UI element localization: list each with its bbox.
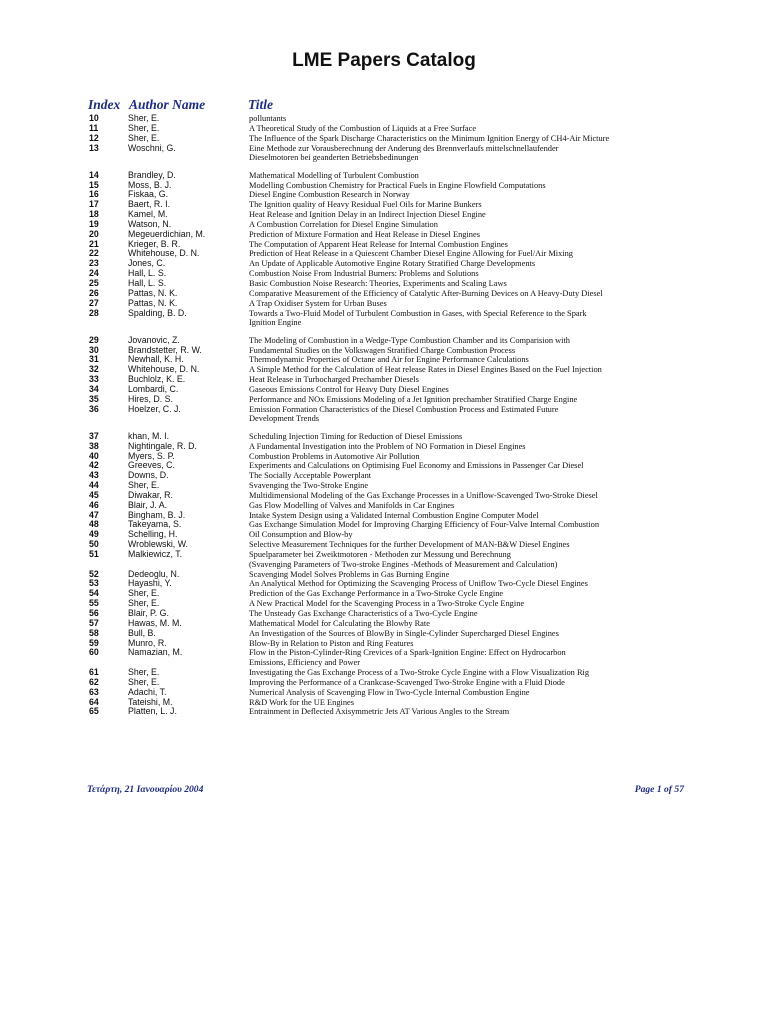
row-author: Jovanovic, Z. [128,334,180,345]
row-author: Sher, E. [128,676,160,687]
table-row [0,629,768,639]
row-title: Improving the Performance of a Crankcase-Scavenged Two-Stroke Engine with a Fluid Diode [249,677,565,687]
row-author: Hall, L. S. [128,268,167,279]
row-index: 43 [89,470,99,481]
page-title: LME Papers Catalog [292,50,476,71]
row-index: 64 [89,696,99,707]
row-author: Hayashi, Y. [128,578,172,589]
row-author: Schelling, H. [128,529,178,540]
table-row [0,210,768,220]
row-index: 44 [89,480,99,491]
table-row [0,619,768,629]
row-index: 63 [89,686,99,697]
row-title: A Fundamental Investigation into the Problem of NO Formation in Diesel Engines [249,441,526,451]
row-index: 19 [89,218,99,229]
row-title: Mathematical Model for Calculating the Blowby Rate [249,618,430,628]
row-index: 27 [89,297,99,308]
row-title: A Combustion Correlation for Diesel Engine Simulation [249,219,438,229]
row-author: Tateishi, M. [128,696,173,707]
table-row [0,269,768,279]
row-index: 25 [89,278,99,288]
table-row [0,365,768,375]
table-row [0,491,768,501]
row-title: Gas Exchange Simulation Model for Improving Charging Efficiency of Four-Valve Internal Combustion [249,520,600,530]
row-author: Sher, E. [128,667,160,678]
row-index: 23 [89,258,99,269]
row-index: 14 [89,169,99,180]
row-author: Diwakar, R. [128,489,173,500]
row-author: Moss, B. J. [128,179,172,190]
row-title: Comparative Measurement of the Efficiency of Catalytic After-Burning Devices on A Heavy-Duty Diesel [249,288,603,298]
row-title: Scavenging Model Solves Problems in Gas Burning Engine [249,569,450,579]
table-row [0,570,768,580]
table-row [0,249,768,259]
row-index: 50 [89,539,99,550]
row-index: 11 [89,122,99,133]
row-title: An Update of Applicable Automotive Engine Rotary Stratified Charge Developments [249,259,536,269]
row-author: Lombardi, C. [128,383,179,394]
row-title: A Trap Oxidiser System for Urban Buses [249,298,387,308]
row-index: 40 [89,450,99,461]
row-title: Experiments and Calculations on Optimising Fuel Economy and Emissions in Passenger Car Diesel [249,461,584,471]
row-title: The Unsteady Gas Exchange Characteristics of a Two-Cycle Engine [249,609,478,618]
row-index: 46 [89,499,99,510]
table-row [0,171,768,181]
row-author: Woschni, G. [128,142,176,153]
row-index: 33 [89,374,99,385]
row-author: Adachi, T. [128,686,167,697]
table-row [0,481,768,491]
table-row [0,688,768,698]
row-title: Combustion Noise From Industrial Burners: Problems and Solutions [249,269,479,279]
row-index: 47 [89,509,99,520]
table-row [0,698,768,708]
row-title: Eine Methode zur Vorausberechnung der Anderung des Brennverlaufs mittelschnellaufender Dieselmotoren bei geanderten Betriebsbedinungen [249,143,559,163]
row-author: Watson, N. [128,218,172,229]
table-row [0,240,768,250]
row-author: Sher, E. [128,132,160,143]
table-row [0,707,768,717]
row-index: 45 [89,489,99,500]
table-row [0,511,768,521]
row-title: Heat Release in Turbocharged Prechamber Diesels [249,375,419,385]
row-author: Pattas, N. K. [128,297,178,308]
row-index: 26 [89,287,99,298]
row-author: Munro, R. [128,637,167,648]
row-title: Mathematical Modelling of Turbulent Combustion [249,170,419,180]
table-row [0,336,768,346]
table-row [0,181,768,191]
row-title: Blow-By in Relation to Piston and Ring Features [249,638,414,648]
table-row [0,442,768,452]
row-title: R&D Work for the UE Engines [249,697,355,707]
row-index: 22 [89,248,99,259]
row-index: 30 [89,344,99,355]
row-index: 16 [89,189,99,200]
row-title: The Influence of the Spark Discharge Characteristics on the Minimum Ignition Energy of CH4-Air Micture [249,133,610,143]
row-title: Oil Consumption and Blow-by [249,530,353,540]
row-author: Sher, E. [128,113,160,123]
row-title: Gas Flow Modelling of Valves and Manifolds in Car Engines [249,500,455,510]
row-author: Hires, D. S. [128,393,173,404]
table-row [0,230,768,240]
row-index: 54 [89,588,99,599]
row-author: Megeuerdichian, M. [128,228,206,239]
row-author: Whitehouse, D. N. [128,364,200,375]
row-index: 58 [89,627,99,638]
table-row [0,355,768,365]
row-title: A Theoretical Study of the Combustion of Liquids at a Free Surface [249,123,477,133]
table-row [0,346,768,356]
table-row [0,668,768,678]
row-index: 65 [89,706,99,717]
row-title: Entrainment in Deflected Axisymmetric Jets AT Various Angles to the Stream [249,707,510,717]
row-index: 18 [89,209,99,220]
row-index: 38 [89,440,99,451]
row-author: Takeyama, S. [128,519,182,530]
table-row [0,432,768,442]
row-index: 36 [89,403,99,414]
row-author: Bingham, B. J. [128,509,186,520]
table-row [0,259,768,269]
row-index: 62 [89,676,99,687]
table-row [0,220,768,230]
row-index: 29 [89,334,99,345]
row-title: Prediction of the Gas Exchange Performance in a Two-Stroke Cycle Engine [249,589,504,599]
row-index: 21 [89,238,99,249]
row-author: Myers, S. P. [128,450,175,461]
table-row [0,599,768,609]
row-index: 52 [89,568,99,579]
row-author: Kamel, M. [128,209,168,220]
table-row [0,678,768,688]
row-index: 24 [89,268,99,279]
row-author: Dedeoglu, N. [128,568,180,579]
row-title: Prediction of Heat Release in a Quiescent Chamber Diesel Engine Allowing for Fuel/Air Mixing [249,249,573,259]
row-index: 13 [89,142,99,153]
row-author: Hawas, M. M. [128,617,182,628]
row-index: 37 [89,430,99,441]
table-row [0,289,768,299]
table-row [0,520,768,530]
row-title: Prediction of Mixture Formation and Heat Release in Diesel Engines [249,229,480,239]
row-author: Wroblewski, W. [128,539,188,550]
row-index: 60 [89,647,99,658]
row-index: 12 [89,132,99,143]
row-title: The Ignition quality of Heavy Residual Fuel Oils for Marine Bunkers [249,200,482,210]
table-row [0,124,768,134]
row-index: 34 [89,383,99,394]
row-author: Downs, D. [128,470,169,481]
table-row [0,452,768,462]
row-title: The Socially Acceptable Powerplant [249,471,372,481]
row-author: Sher, E. [128,480,160,491]
row-title: Diesel Engine Combustion Research in Norway [249,190,410,200]
row-index: 28 [89,307,99,318]
row-author: Buchlolz, K. E. [128,374,186,385]
row-index: 59 [89,637,99,648]
row-author: Jones, C. [128,258,166,269]
row-author: Fiskaa, G. [128,189,169,200]
row-author: Spalding, B. D. [128,307,187,318]
row-title: Spuelparameter bei Zweiktmotoren - Methoden zur Messung und Berechnung (Svavenging Parameters of Two-stroke Engines -Methods of Measurement and Calculation) [249,549,558,569]
row-author: Blair, P. G. [128,608,169,618]
table-row [0,144,768,164]
row-title: Modelling Combustion Chemistry for Practical Fuels in Engine Flowfield Computations [249,180,546,190]
row-index: 48 [89,519,99,530]
row-index: 57 [89,617,99,628]
row-index: 51 [89,548,99,559]
row-author: Krieger, B. R. [128,238,181,249]
row-title: A Simple Method for the Calculation of Heat release Rates in Diesel Engines Based on the Fuel Injection [249,365,602,375]
row-title: Multidimensional Modeling of the Gas Exchange Processes in a Uniflow-Scavenged Two-Stroke Diesel [249,490,598,500]
row-title: An Analytical Method for Optimizing the Scavenging Process of Uniflow Two-Cycle Diesel Engines [249,579,588,589]
table-row [0,639,768,649]
table-row [0,550,768,570]
table-row [0,648,768,668]
row-title: polluntants [249,114,287,123]
row-title: Gaseous Emissions Control for Heavy Duty Diesel Engines [249,384,449,394]
row-title: Numerical Analysis of Scavenging Flow in Two-Cycle Internal Combustion Engine [249,687,530,697]
row-index: 32 [89,364,99,375]
row-title: Basic Combustion Noise Research: Theories, Experiments and Scaling Laws [249,279,507,288]
row-title: Emission Formation Characteristics of the Diesel Combustion Process and Estimated Future Development Trends [249,404,559,424]
row-author: Sher, E. [128,598,160,609]
row-author: Sher, E. [128,588,160,599]
table-row [0,471,768,481]
row-author: Hoelzer, C. J. [128,403,181,414]
table-row [0,279,768,289]
row-index: 49 [89,529,99,540]
table-row [0,501,768,511]
table-row [0,375,768,385]
row-index: 15 [89,179,99,190]
row-author: Platten, L. J. [128,706,177,717]
row-author: Newhall, K. H. [128,354,184,365]
row-author: Namazian, M. [128,647,183,658]
row-index: 61 [89,667,99,678]
row-author: khan, M. I. [128,430,170,441]
row-title: The Modeling of Combustion in a Wedge-Type Combustion Chamber and its Comparision with [249,335,570,345]
column-header-title: Title [248,97,273,112]
table-row [0,200,768,210]
row-author: Baert, R. I. [128,199,171,210]
table-row [0,540,768,550]
table-row [0,309,768,329]
table-row [0,134,768,144]
row-author: Hall, L. S. [128,278,167,288]
row-title: Selective Measurement Techniques for the further Development of MAN-B&W Diesel Engines [249,540,570,550]
table-row [0,395,768,405]
row-index: 20 [89,228,99,239]
row-title: Thermodynamic Properties of Octane and Air for Engine Performance Calculations [249,355,529,365]
table-row [0,299,768,309]
row-author: Bull, B. [128,627,156,638]
row-title: Heat Release and Ignition Delay in an Indirect Injection Diesel Engine [249,210,486,220]
table-row [0,385,768,395]
footer-page-number: Page 1 of 57 [634,784,684,795]
table-row [0,405,768,425]
row-index: 42 [89,460,99,471]
row-title: Towards a Two-Fluid Model of Turbulent Combustion in Gases, with Special Reference to the Spark Ignition Engine [249,308,587,328]
row-author: Blair, J. A. [128,499,168,510]
row-author: Brandstetter, R. W. [128,344,202,355]
row-title: Combustion Problems in Automotive Air Pollution [249,451,420,461]
table-row [0,530,768,540]
row-index: 55 [89,598,99,609]
table-row [0,609,768,619]
table-row [0,589,768,599]
row-author: Malkiewicz, T. [128,548,183,559]
table-row [0,190,768,200]
row-title: The Computation of Apparent Heat Release for Internal Combustion Engines [249,239,508,249]
row-title: A New Practical Model for the Scavenging Process in a Two-Stroke Cycle Engine [249,599,525,609]
row-title: Fundamental Studies on the Volkswagen Stratified Charge Combustion Process [249,345,516,355]
row-author: Pattas, N. K. [128,287,178,298]
row-title: Intake System Design using a Validated Internal Combustion Engine Computer Model [249,510,539,520]
row-title: Investigating the Gas Exchange Process of a Two-Stroke Cycle Engine with a Flow Visualization Rig [249,668,590,678]
row-index: 31 [89,354,99,365]
row-index: 53 [89,578,99,589]
row-title: Svavenging the Two-Stroke Engine [249,481,369,491]
row-title: An Investigation of the Sources of BlowBy in Single-Cylinder Supercharged Diesel Engines [249,628,559,638]
column-header-index: Index [88,97,121,112]
row-index: 17 [89,199,99,210]
column-header-author: Author Name [129,97,206,112]
row-author: Nightingale, R. D. [128,440,197,451]
row-author: Whitehouse, D. N. [128,248,200,259]
catalog-table [0,114,768,717]
table-row [0,114,768,124]
row-index: 56 [89,608,99,618]
row-author: Brandley, D. [128,169,176,180]
row-author: Sher, E. [128,122,160,133]
row-title: Scheduling Injection Timing for Reduction of Diesel Emissions [249,431,463,441]
row-title: Flow in the Piston-Cylinder-Ring Crevices of a Spark-Ignition Engine: Effect on Hydrocarbon Emissions, Efficiency and Power [249,648,566,668]
table-row [0,579,768,589]
table-row [0,461,768,471]
row-title: Performance and NOx Emissions Modeling of a Jet Ignition prechamber Stratified Charge Engine [249,394,578,404]
row-index: 10 [89,113,99,123]
footer-date: Τετάρτη, 21 Ιανουαρίου 2004 [87,784,204,795]
row-index: 35 [89,393,99,404]
row-author: Greeves, C. [128,460,175,471]
